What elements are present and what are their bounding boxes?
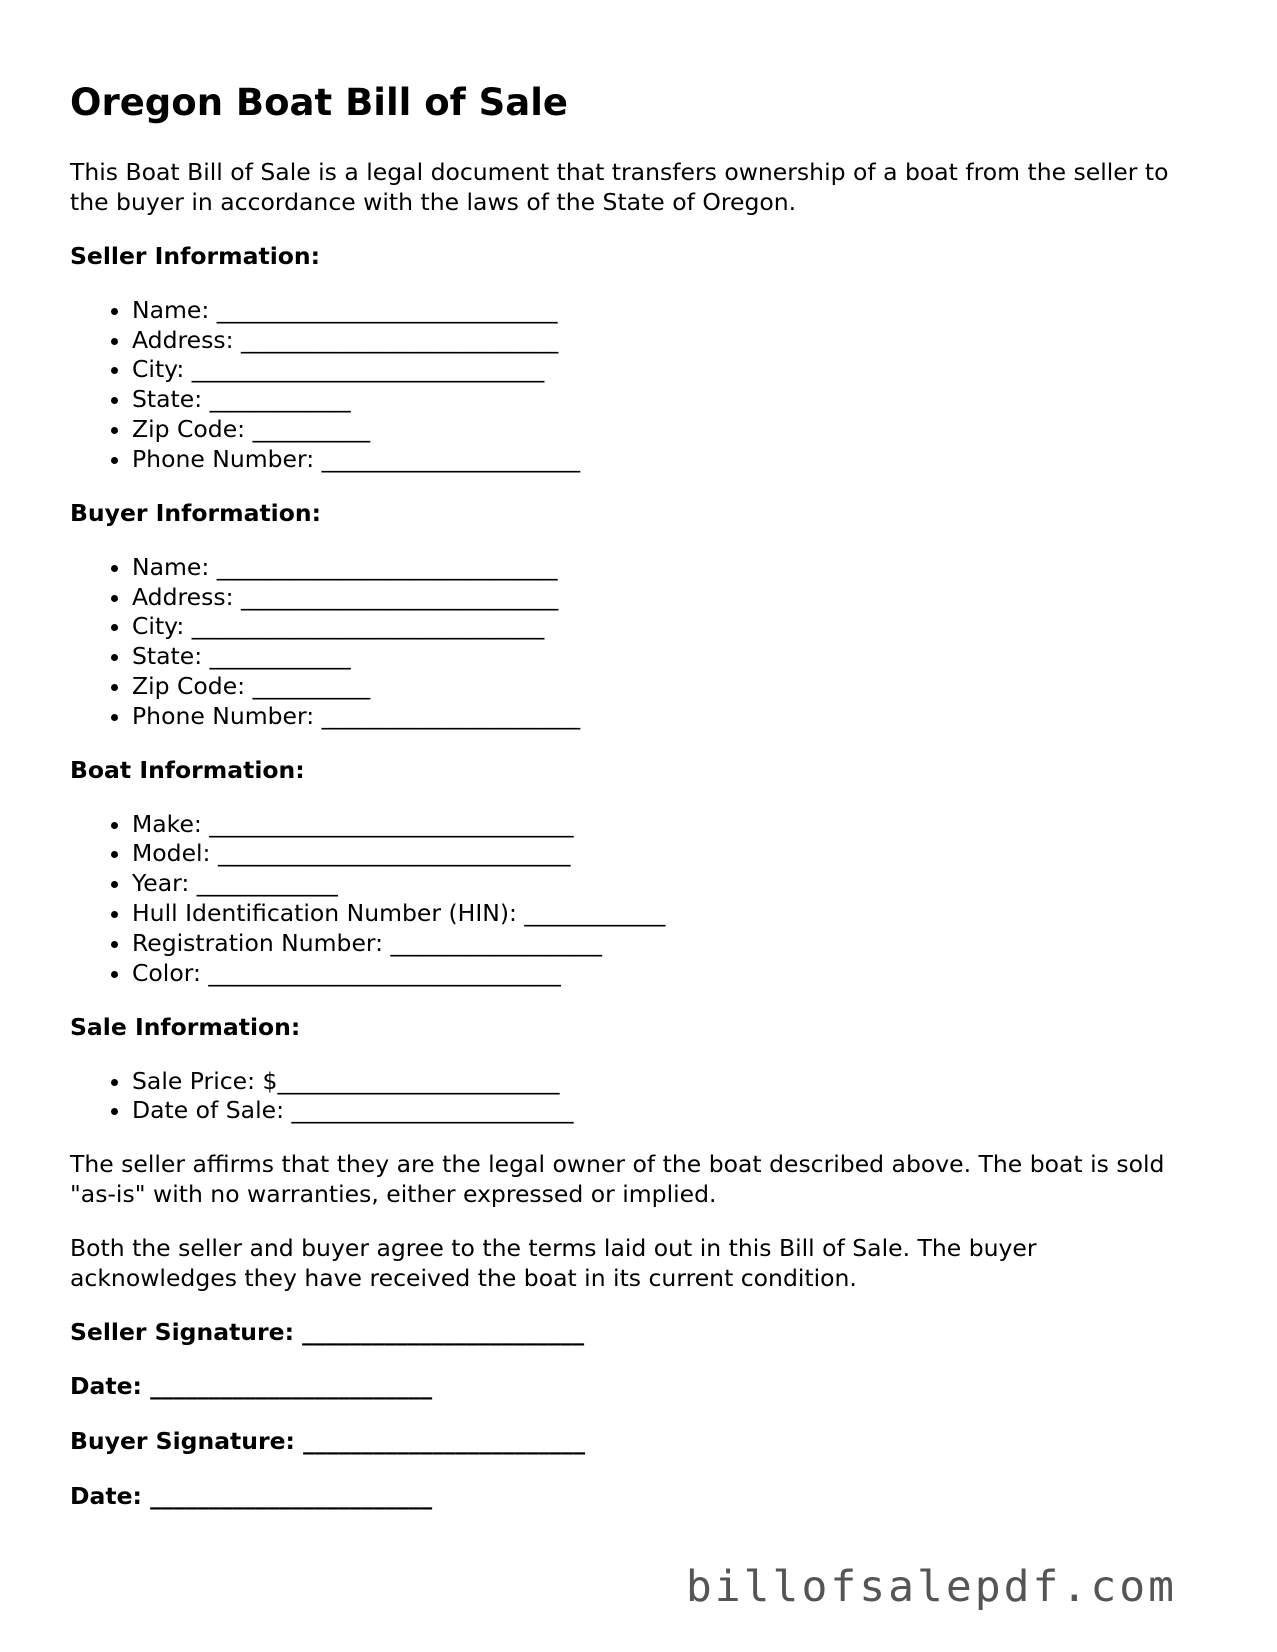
buyer-signature-field[interactable]: Buyer Signature: ________________________ (70, 1427, 586, 1456)
seller-signature-field[interactable]: Seller Signature: ________________________ (70, 1317, 585, 1346)
seller-list (70, 296, 1210, 475)
document-page (70, 80, 1210, 1537)
affirmation-paragraph: The seller affirms that they are the legal owner of the boat described above. The boat is sold "as-is" with no warranties, either expressed or implied. (70, 1150, 1165, 1209)
intro-paragraph: This Boat Bill of Sale is a legal document that transfers ownership of a boat from the seller to the buyer in accordance with the laws of the State of Oregon. (70, 158, 1169, 217)
buyer-state-field[interactable]: • State: ____________ (132, 642, 1210, 672)
sale-price-field[interactable]: • Sale Price: $________________________ (132, 1067, 1210, 1097)
seller-zip-field[interactable]: • Zip Code: __________ (132, 415, 1210, 445)
agreement-paragraph: Both the seller and buyer agree to the terms laid out in this Bill of Sale. The buyer acknowledges they have received the boat in its current condition. (70, 1233, 1037, 1292)
boat-list (70, 810, 1210, 989)
buyer-date-field[interactable]: Date: ________________________ (70, 1482, 433, 1511)
buyer-heading: Buyer Information: (70, 498, 322, 527)
buyer-address-field[interactable]: • Address: ___________________________ (132, 583, 1210, 613)
seller-heading: Seller Information: (70, 241, 321, 270)
seller-phone-field[interactable]: • Phone Number: ______________________ (132, 445, 1210, 475)
page-title: Oregon Boat Bill of Sale (70, 81, 569, 124)
buyer-name-field[interactable]: • Name: _____________________________ (132, 553, 1210, 583)
sale-heading: Sale Information: (70, 1012, 301, 1041)
buyer-list (70, 553, 1210, 732)
site-watermark: billofsalepdf.com (685, 1562, 1177, 1612)
sale-date-field[interactable]: • Date of Sale: ________________________ (132, 1096, 1210, 1126)
seller-state-field[interactable]: • State: ____________ (132, 385, 1210, 415)
seller-date-field[interactable]: Date: ________________________ (70, 1372, 433, 1401)
boat-color-field[interactable]: • Color: ______________________________ (132, 959, 1210, 989)
boat-year-field[interactable]: • Year: ____________ (132, 869, 1210, 899)
buyer-phone-field[interactable]: • Phone Number: ______________________ (132, 702, 1210, 732)
buyer-city-field[interactable]: • City: ______________________________ (132, 612, 1210, 642)
boat-hin-field[interactable]: • Hull Identification Number (HIN): ____________ (132, 899, 1210, 929)
boat-model-field[interactable]: • Model: ______________________________ (132, 839, 1210, 869)
seller-address-field[interactable]: • Address: ___________________________ (132, 326, 1210, 356)
boat-registration-field[interactable]: • Registration Number: __________________ (132, 929, 1210, 959)
seller-name-field[interactable]: • Name: _____________________________ (132, 296, 1210, 326)
boat-make-field[interactable]: • Make: _______________________________ (132, 810, 1210, 840)
boat-heading: Boat Information: (70, 755, 305, 784)
buyer-zip-field[interactable]: • Zip Code: __________ (132, 672, 1210, 702)
seller-city-field[interactable]: • City: ______________________________ (132, 355, 1210, 385)
sale-list (70, 1067, 1210, 1127)
